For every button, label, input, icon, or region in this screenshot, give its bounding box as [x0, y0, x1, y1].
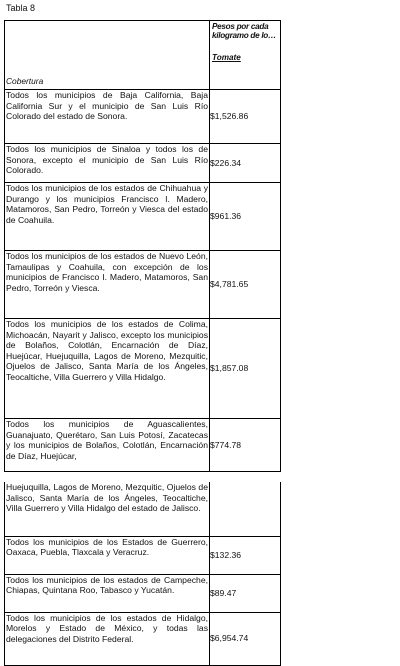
amount-cell: $774.78	[210, 419, 281, 472]
table-row	[5, 183, 281, 251]
table-row	[5, 612, 281, 665]
coverage-cell: Todos los municipios de Aguascalientes, Guanajuato, Querétaro, San Luis Potosí, Zacatecas y los municipios de Bolaños, Colotlán, Encarnación de Díaz, Huejúcar,	[5, 419, 210, 472]
table-row	[5, 251, 281, 319]
amount-column-title: Pesos por cada kilogramo de lo…	[212, 22, 276, 40]
coverage-cell: Todos los municipios de los estados de Campeche, Chiapas, Quintana Roo, Tabasco y Yucatán.	[5, 574, 210, 612]
table-row	[5, 419, 281, 472]
table-row	[5, 482, 281, 536]
amount-column-subtitle: Tomate	[212, 53, 241, 63]
coverage-cell: Todos los municipios de los estados de Nuevo León, Tamaulipas y Coahuila, con excepción de los municipios de Francisco I. Madero, Matamoros, San Pedro, Torreón y Viesca.	[5, 251, 210, 319]
table-row	[5, 319, 281, 419]
amount-cell: $961.36	[210, 183, 281, 251]
coverage-cell: Todos los municipios de los estados de Hidalgo, Morelos y Estado de México, y todas las delegaciones del Distrito Federal.	[5, 612, 210, 665]
coverage-cell: Todos los municipios de Baja California, Baja California Sur y el municipio de San Luis Río Colorado del estado de Sonora.	[5, 90, 210, 144]
amount-cell: $132.36	[210, 536, 281, 574]
amount-cell: $226.34	[210, 144, 281, 183]
amount-cell	[210, 482, 281, 536]
table-caption: Tabla 8	[6, 3, 36, 13]
rates-table	[4, 20, 281, 472]
amount-cell: $6,954.74	[210, 612, 281, 665]
amount-cell: $1,857.08	[210, 319, 281, 419]
coverage-cell: Todos los municipios de los Estados de Guerrero, Oaxaca, Puebla, Tlaxcala y Veracruz.	[5, 536, 210, 574]
coverage-cell: Todos los municipios de los estados de Colima, Michoacán, Nayarit y Jalisco, excepto los municipios de Bolaños, Colotlán, Encarnación de Díaz, Huejúcar, Huejuquilla, Lagos de Moreno, Mezquitic, Ojuelos de Jalisco, Santa María de los Ángeles, Teocaltiche, Villa Guerrero y Villa Hidalgo.	[5, 319, 210, 419]
table-row	[5, 144, 281, 183]
table-row	[5, 90, 281, 144]
coverage-cell: Huejuquilla, Lagos de Moreno, Mezquitic, Ojuelos de Jalisco, Santa María de los Ángeles, Teocaltiche, Villa Guerrero y Villa Hidalgo del estado de Jalisco.	[5, 482, 210, 536]
amount-cell: $4,781.65	[210, 251, 281, 319]
amount-column-header	[210, 21, 281, 90]
coverage-cell: Todos los municipios de los estados de Chihuahua y Durango y los municipios Francisco I. Madero, Matamoros, San Pedro, Torreón y Viesca del estado de Coahuila.	[5, 183, 210, 251]
coverage-column-header: Cobertura	[5, 21, 210, 90]
amount-cell: $89.47	[210, 574, 281, 612]
table-header-row	[5, 21, 281, 90]
amount-cell: $1,526.86	[210, 90, 281, 144]
table-row	[5, 536, 281, 574]
table-row	[5, 574, 281, 612]
coverage-cell: Todos los municipios de Sinaloa y todos los de Sonora, excepto el municipio de San Luis Río Colorado.	[5, 144, 210, 183]
